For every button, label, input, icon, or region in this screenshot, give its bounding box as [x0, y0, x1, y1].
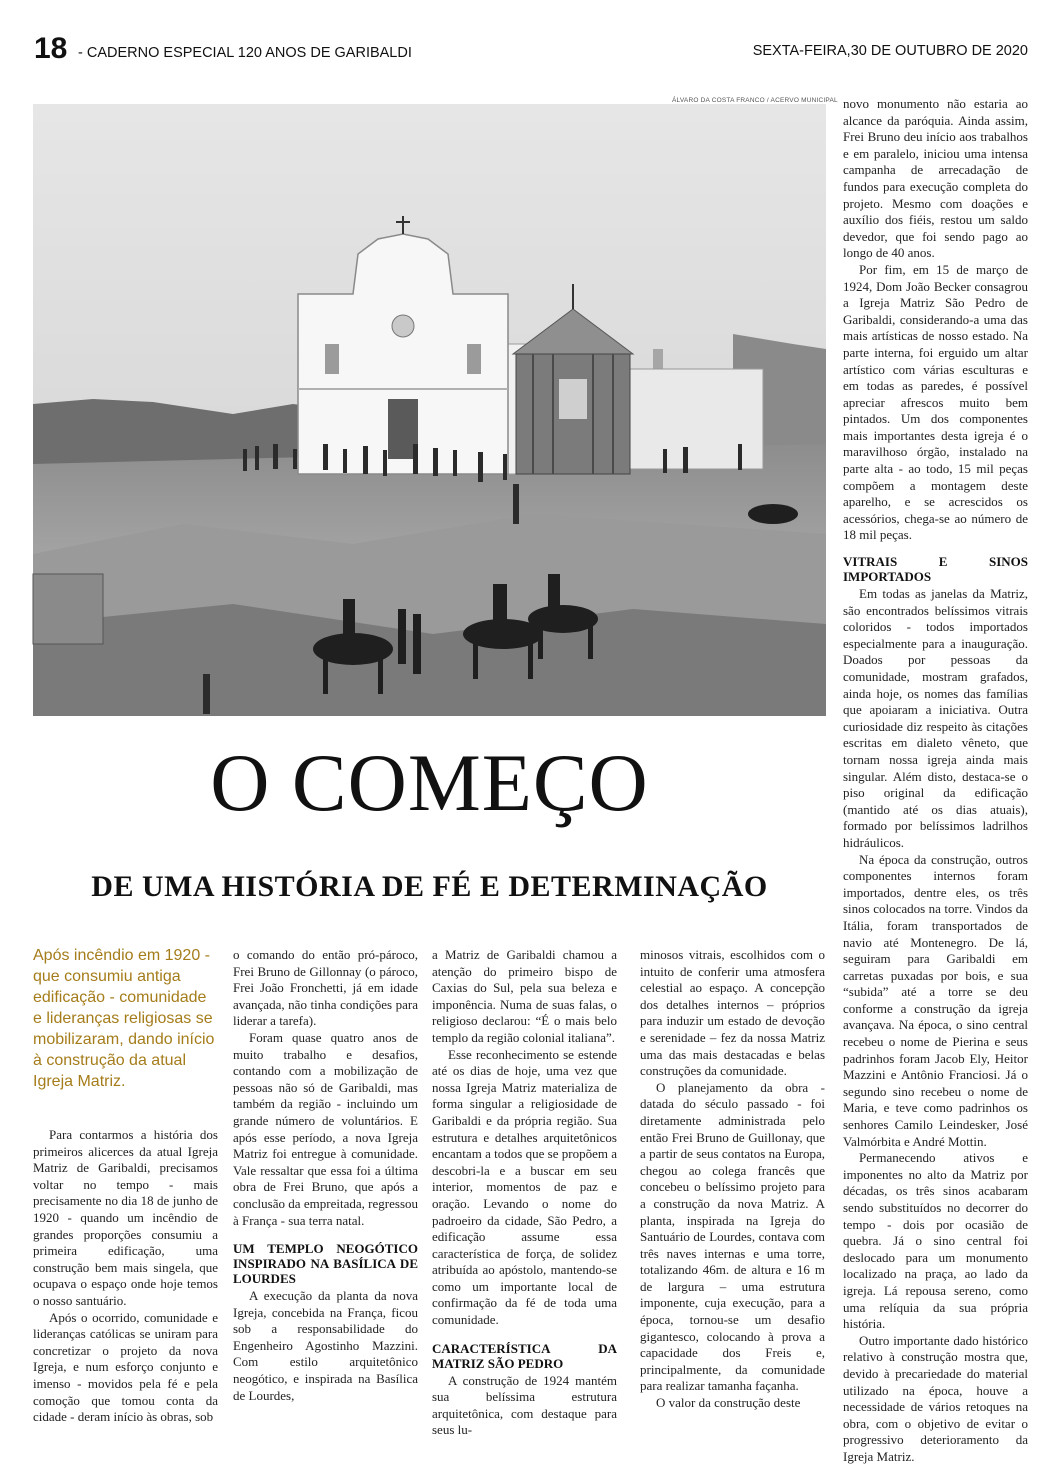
paragraph: Para contarmos a história dos primeiros alicerces da atual Igreja Matriz de Garibaldi, precisamos voltar no tempo - mais precisamente no dia 18 de junho de 1920 - quando um incêndio de grandes proporções consumiu a primeira edificação, uma construção bem mais singela, que ocupava o espaço onde hoje temos o nosso santuário. [33, 1127, 218, 1308]
paragraph: Por fim, em 15 de março de 1924, Dom João Becker consagrou a Igreja Matriz São Pedro de Garibaldi, considerando-a uma das mais artísticas de nosso estado. Na parte interna, foi erguido um altar artístico com várias esculturas e em todas as paredes, é possível apreciar afrescos muito bem pintados. Um dos componentes mais importantes desta igreja é o maravilhoso órgão, instalado na parte alta - ao todo, 15 mil peças compõem a montagem deste aparelho, e se acrescidos os acessórios, chega-se ao número de 18 mil peças. [843, 261, 1028, 543]
paragraph: novo monumento não estaria ao alcance da paróquia. Ainda assim, Frei Bruno deu início aos trabalhos e em paralelo, iniciou uma intensa campanha de arrecadação de fundos para execução completa do projeto. Mesmo com doações e auxílio dos fiéis, restou um saldo devedor, que foi sendo pago ao longo de 40 anos. [843, 96, 1028, 261]
paragraph: Esse reconhecimento se estende até os dias de hoje, uma vez que nossa Igreja Matriz materializa de forma singular a religiosidade de Garibaldi e da própria região. Sua estrutura e detalhes arquitetônicos encantam a todos que se propõem a descobri-la e a buscar em seu interior, momentos de paz e oração. Levando o nome do padroeiro da cidade, São Pedro, a edificação assume essa característica de força, de solidez atribuída ao apóstolo, mantendo-se como um importante local de confirmação da fé de toda uma comunidade. [432, 1046, 617, 1328]
paragraph: A construção de 1924 mantém sua belíssima estrutura arquitetônica, com destaque para seus lu- [432, 1372, 617, 1438]
page-number: 18 [34, 32, 68, 65]
paragraph: Permanecendo ativos e imponentes no alto da Matriz por décadas, os três sinos acabaram sendo substituídos no decorrer do tempo - dois por ocasião de quebra. Já o sino central foi deslocado para um monumento localizado na praça, ao lado da igreja. Lá repousa sereno, como uma relíquia da sua própria história. [843, 1150, 1028, 1332]
article-headline: O COMEÇO [210, 737, 649, 828]
section-title: - CADERNO ESPECIAL 120 ANOS DE GARIBALDI [78, 45, 412, 61]
paragraph: Na época da construção, outros componentes internos foram importados, dentre eles, os três sinos colocados na torre. Vindos da Itália, foram transportados de navio até Montenegro. De lá, seguiram para Garibaldi em carretas puxadas por bois, e sua “subida” até a torre se deu conforme a construção da igreja avançava. Na época, o sino central recebeu o nome de Pierina e seus padrinhos foram Jacob Ely, Heitor Mazzini e Antônio Franciosi. Já o segundo sino recebeu o nome de Maria, e teve como padrinhos os senhores Camilo Leindesker, José Valmórbita e André Mottin. [843, 851, 1028, 1149]
paragraph: a Matriz de Garibaldi chamou a atenção do primeiro bispo de Caxias do Sul, pela sua beleza e imponência. Numa de suas falas, o religioso declarou: “É o mais belo templo da região colonial italiana”. [432, 947, 617, 1045]
section-heading: UM TEMPLO NEOGÓTICO INSPIRADO NA BASÍLICA DE LOURDES [233, 1241, 418, 1287]
historic-church-photo [33, 104, 826, 716]
issue-date: SEXTA-FEIRA,30 DE OUTUBRO DE 2020 [752, 43, 1028, 59]
paragraph: Outro importante dado histórico relativo à construção mostra que, devido à precariedade do material utilizado na época, houve a necessidade de vários retoques na obra, com o objetivo de evitar o progressivo deterioramento da Igreja Matriz. [843, 1332, 1028, 1464]
article-lead: Após incêndio em 1920 - que consumiu antiga edificação - comunidade e lideranças religiosas se mobilizaram, dando início à construção da atual Igreja Matriz. [33, 947, 215, 1090]
article-column-5 [843, 96, 1028, 1466]
photo-credit: ÁLVARO DA COSTA FRANCO / ACERVO MUNICIPAL [672, 97, 838, 104]
article-subheadline: DE UMA HISTÓRIA DE FÉ E DETERMINAÇÃO [91, 870, 768, 903]
paragraph: O valor da construção deste [656, 1395, 801, 1411]
paragraph: A execução da planta da nova Igreja, concebida na França, ficou sob a responsabilidade do Engenheiro Agostinho Mazzini. Com estilo arquitetônico neogótico, e inspirada na Basílica de Lourdes, [233, 1288, 418, 1403]
section-heading: CARACTERÍSTICA DA MATRIZ SÃO PEDRO [432, 1340, 617, 1371]
page-header [34, 32, 1028, 66]
article-column-2 [233, 947, 418, 1404]
article-column-1 [33, 1127, 218, 1426]
paragraph: o comando do então pró-pároco, Frei Bruno de Gillonnay (o pároco, Frei João Fronchetti, já em idade avançada, não tinha condições para liderar a tarefa). [233, 947, 418, 1029]
paragraph: O planejamento da obra - datada do século passado - foi diretamente administrada pelo então Frei Bruno de Guillonay, que a partir de seus contatos na Europa, chegou ao colega francês que concebeu o belíssimo projeto para a construção da nova Matriz. A planta, inspirada na Igreja do Santuário de Lourdes, contava com três naves internas e uma torre, totalizando 46m. de altura e 16 m de largura – uma estrutura imponente, cuja execução, para a época, tornou-se um desafio gigantesco, colocando à prova a capacidade dos Freis e, principalmente, da comunidade para realizar tamanha façanha. [640, 1079, 825, 1394]
paragraph: minosos vitrais, escolhidos com o intuito de conferir uma atmosfera celestial ao espaço. A concepção dos detalhes internos – próprios para induzir um estado de devoção e serenidade – fez da nossa Matriz uma das mais destacadas e belas construções da comunidade. [640, 947, 825, 1079]
article-column-4 [640, 947, 825, 1412]
paragraph: Em todas as janelas da Matriz, são encontrados belíssimos vitrais coloridos - todos importados especialmente para a inauguração. Doados por pessoas da comunidade, mostram grafados, ainda hoje, os nomes das famílias que apoiaram a iniciativa. Outra curiosidade diz respeito às citações escritas em dialeto vêneto, que tornam nossa igreja ainda mais singular. Além disto, destaca-se o piso original da edificação (mantido até os dias atuais), formado por belíssimos ladrilhos hidráulicos. [843, 586, 1028, 850]
paragraph: Foram quase quatro anos de muito trabalho e desafios, contando com a mobilização de pessoas não só de Garibaldi, mas também da região - incluindo um grande número de voluntários. E após esse período, a nova Igreja Matriz foi entregue à comunidade. Vale ressaltar que essa foi a última obra de Frei Bruno, que após a conclusão da empreitada, regressou à França - sua terra natal. [233, 1029, 418, 1228]
article-column-3 [432, 947, 617, 1439]
section-heading: VITRAIS E SINOS IMPORTADOS [843, 554, 1028, 585]
paragraph: Após o ocorrido, comunidade e lideranças católicas se uniram para concretizar o projeto da nova Igreja, e num esforço conjunto e imenso - movidos pela fé e pela comoção que tomou conta da cidade - deram início às obras, sob [33, 1309, 218, 1425]
